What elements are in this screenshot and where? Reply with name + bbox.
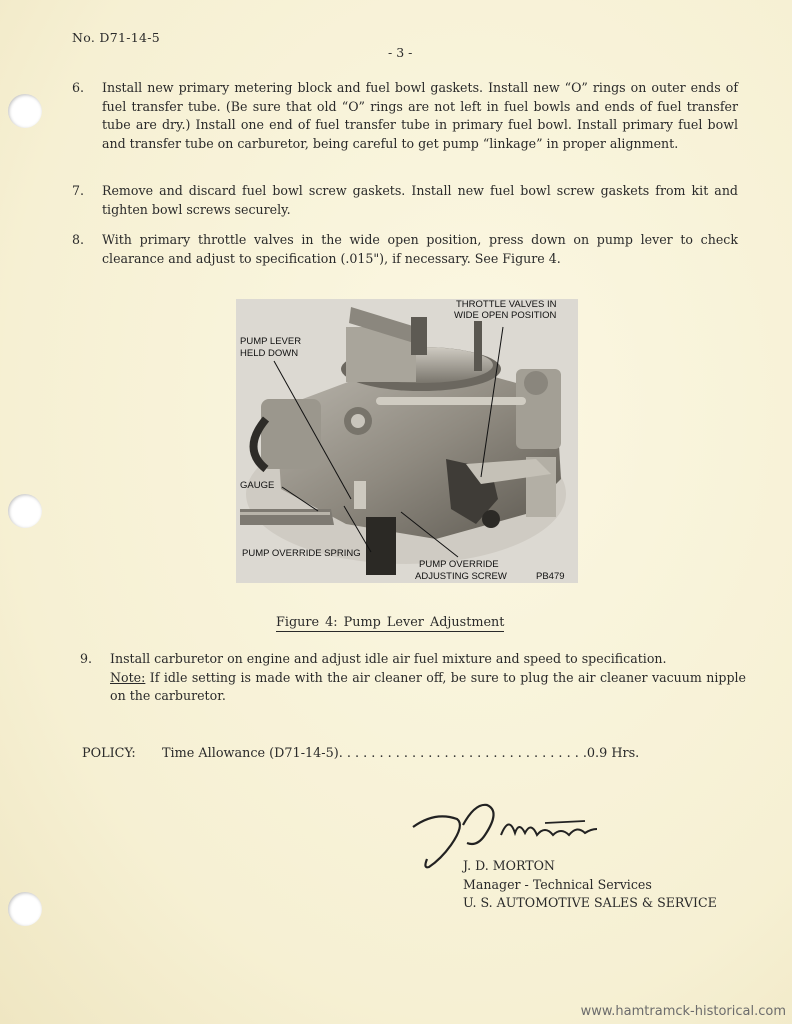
signer-organization: U. S. AUTOMOTIVE SALES & SERVICE [463, 895, 717, 910]
step-text [110, 650, 746, 706]
label-gauge: GAUGE [240, 480, 275, 491]
label-override-screw-line2: ADJUSTING SCREW [415, 571, 507, 582]
label-throttle-line2: WIDE OPEN POSITION [454, 310, 557, 321]
step-number: 9. [80, 651, 93, 666]
carburetor-illustration [236, 299, 578, 583]
signer-title: Manager - Technical Services [463, 876, 652, 892]
website-watermark: www.hamtramck-historical.com [580, 1004, 786, 1019]
label-throttle-line1: THROTTLE VALVES IN [456, 299, 557, 310]
policy-label: POLICY: [82, 746, 136, 761]
note-text: If idle setting is made with the air cleaner off, be sure to plug the air cleaner vacuum nipple on the carburetor. [110, 669, 746, 703]
step-number: 7. [72, 183, 85, 198]
step-number: 8. [72, 232, 85, 247]
binder-hole [8, 892, 42, 926]
figure-4-carburetor-photo [236, 299, 578, 583]
page-number: - 3 - [388, 45, 413, 60]
figure-caption: Figure 4: Pump Lever Adjustment [276, 615, 505, 630]
label-photo-code: PB479 [536, 571, 565, 582]
binder-hole [8, 94, 42, 128]
binder-hole [8, 494, 42, 528]
label-pump-lever-line1: PUMP LEVER [240, 336, 302, 347]
signature-block [463, 857, 717, 913]
label-pump-lever-line2: HELD DOWN [240, 348, 299, 359]
document-number: No. D71-14-5 [72, 30, 161, 45]
signer-name: J. D. MORTON [463, 858, 555, 873]
policy-line [82, 746, 639, 761]
step-9-main: Install carburetor on engine and adjust idle air fuel mixture and speed to specification. [110, 651, 667, 666]
label-override-screw-line1: PUMP OVERRIDE [419, 559, 499, 570]
step-text: With primary throttle valves in the wide open position, press down on pump lever to check clearance and adjust to specification (.015"), if necessary. See Figure 4. [102, 232, 738, 266]
step-text: Remove and discard fuel bowl screw gaskets. Install new fuel bowl screw gaskets from kit and tighten bowl screws securely. [102, 183, 738, 217]
step-text: Install new primary metering block and fuel bowl gaskets. Install new “O” rings on outer ends of fuel transfer tube. (Be sure that old “O” rings are not left in fuel bowls and ends of fuel transfer tube are dry.) Install one end of fuel transfer tube in primary fuel bowl. Install primary fuel bowl and transfer tube on carburetor, being careful to get pump “linkage” in proper alignment. [102, 80, 738, 151]
note-label: Note: [110, 669, 146, 685]
policy-text: Time Allowance (D71-14-5). . . . . . . . . . . . . . . . . . . . . . . . . . . . . . .0.9 Hrs. [162, 746, 640, 761]
label-override-spring: PUMP OVERRIDE SPRING [242, 548, 361, 559]
step-number: 6. [72, 80, 85, 95]
